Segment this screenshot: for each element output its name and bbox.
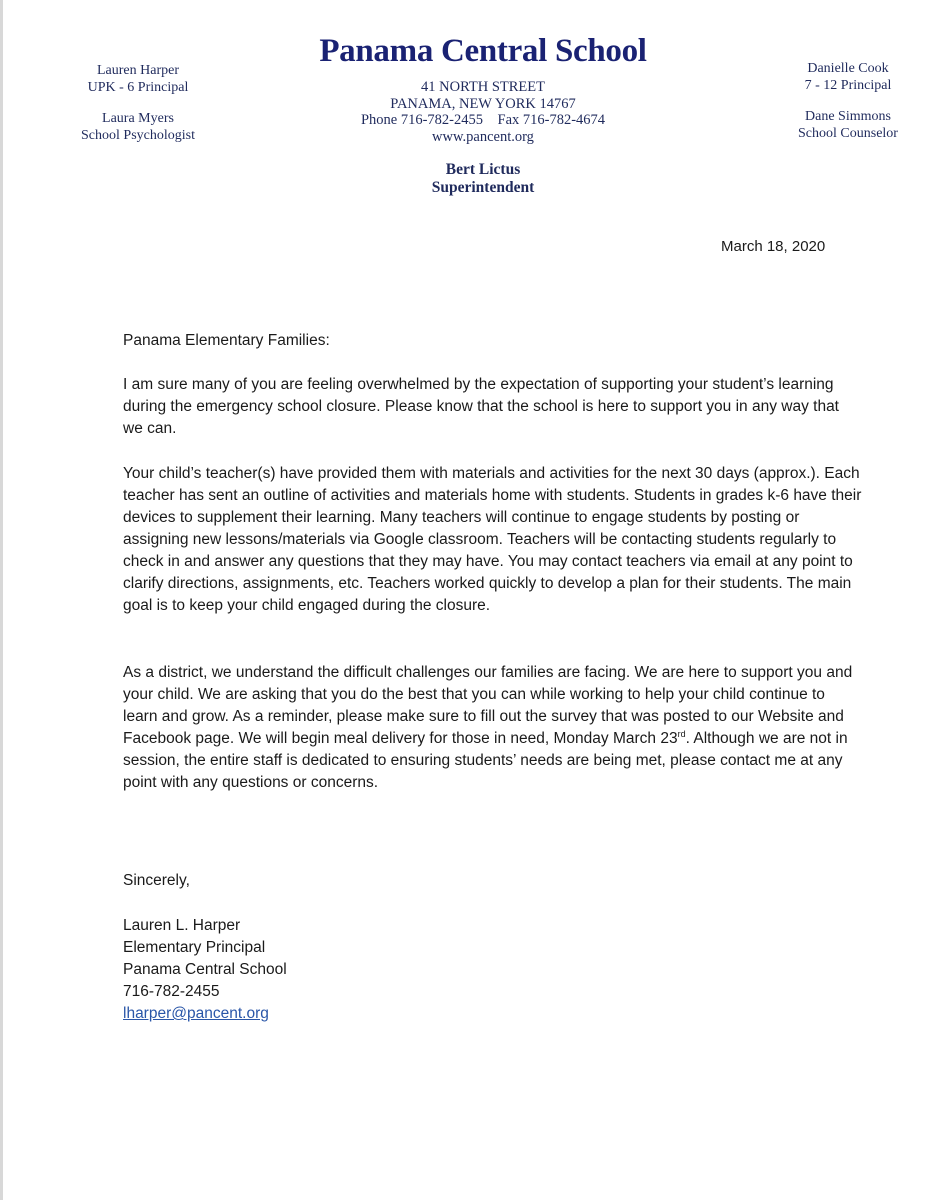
fax-number: Fax 716-782-4674: [497, 112, 606, 128]
signer-email-link[interactable]: lharper@pancent.org: [123, 1005, 269, 1022]
school-address: [283, 79, 683, 145]
salutation: Panama Elementary Families:: [123, 332, 330, 349]
staff-name: Dane Simmons: [805, 109, 891, 124]
staff-title: School Psychologist: [81, 128, 195, 143]
letter-date: March 18, 2020: [721, 238, 826, 255]
closing: Sincerely,: [123, 872, 190, 889]
signer-title: Elementary Principal: [123, 939, 266, 956]
website: www.pancent.org: [432, 128, 534, 145]
signer-phone: 716-782-2455: [123, 983, 220, 1000]
staff-title: 7 - 12 Principal: [804, 78, 892, 93]
paragraph-3: [123, 662, 863, 794]
contact-line: [283, 112, 683, 129]
staff-name: Danielle Cook: [807, 61, 889, 76]
paragraph-3-text-cont: . Although we are not in session, the entire staff is dedicated to ensuring students’ needs are being met, please contact me at any point with any questions or concerns.: [123, 730, 848, 791]
ordinal-suffix: rd: [677, 728, 686, 739]
staff-title: UPK - 6 Principal: [87, 80, 189, 95]
paragraph-1: I am sure many of you are feeling overwhelmed by the expectation of supporting your student’s learning during the emergency school closure. Please know that the school is here to support you in any way that we can.: [123, 376, 839, 437]
superintendent-block: [333, 161, 633, 197]
superintendent-name: Bert Lictus: [445, 161, 521, 178]
letterhead-right-staff: [763, 60, 933, 142]
address-line2: PANAMA, NEW YORK 14767: [390, 95, 576, 112]
signer-name: Lauren L. Harper: [123, 917, 241, 934]
phone-number: Phone 716-782-2455: [360, 112, 483, 128]
school-name: Panama Central School: [319, 33, 647, 69]
signer-organization: Panama Central School: [123, 961, 287, 978]
address-line1: 41 NORTH STREET: [421, 79, 545, 95]
paragraph-3-text: As a district, we understand the difficult challenges our families are facing. We are here to support you and your child. We are asking that you do the best that you can while working to help your child continue to learn and grow. As a reminder, please make sure to fill out the survey that was posted to our Website and Facebook page. We will begin meal delivery for those in need, Monday March 23: [123, 664, 853, 747]
staff-name: Laura Myers: [102, 111, 174, 126]
letterhead-left-staff: [43, 62, 233, 144]
superintendent-title: Superintendent: [431, 179, 535, 196]
paragraph-2: Your child’s teacher(s) have provided them with materials and activities for the next 30 days (approx.). Each teacher has sent an outline of activities and materials home with students. Students in grades k-6 have their devices to supplement their learning. Many teachers will continue to engage students by posting or assigning new lessons/materials via Google classroom. Teachers will be contacting students regularly to check in and answer any questions that they may have. You may contact teachers via email at any point to clarify directions, assignments, etc. Teachers worked quickly to develop a plan for their students. The main goal is to keep your child engaged during the closure.: [123, 465, 862, 614]
staff-title: School Counselor: [798, 126, 898, 141]
signature-block: [123, 915, 863, 1025]
staff-name: Lauren Harper: [96, 63, 179, 78]
